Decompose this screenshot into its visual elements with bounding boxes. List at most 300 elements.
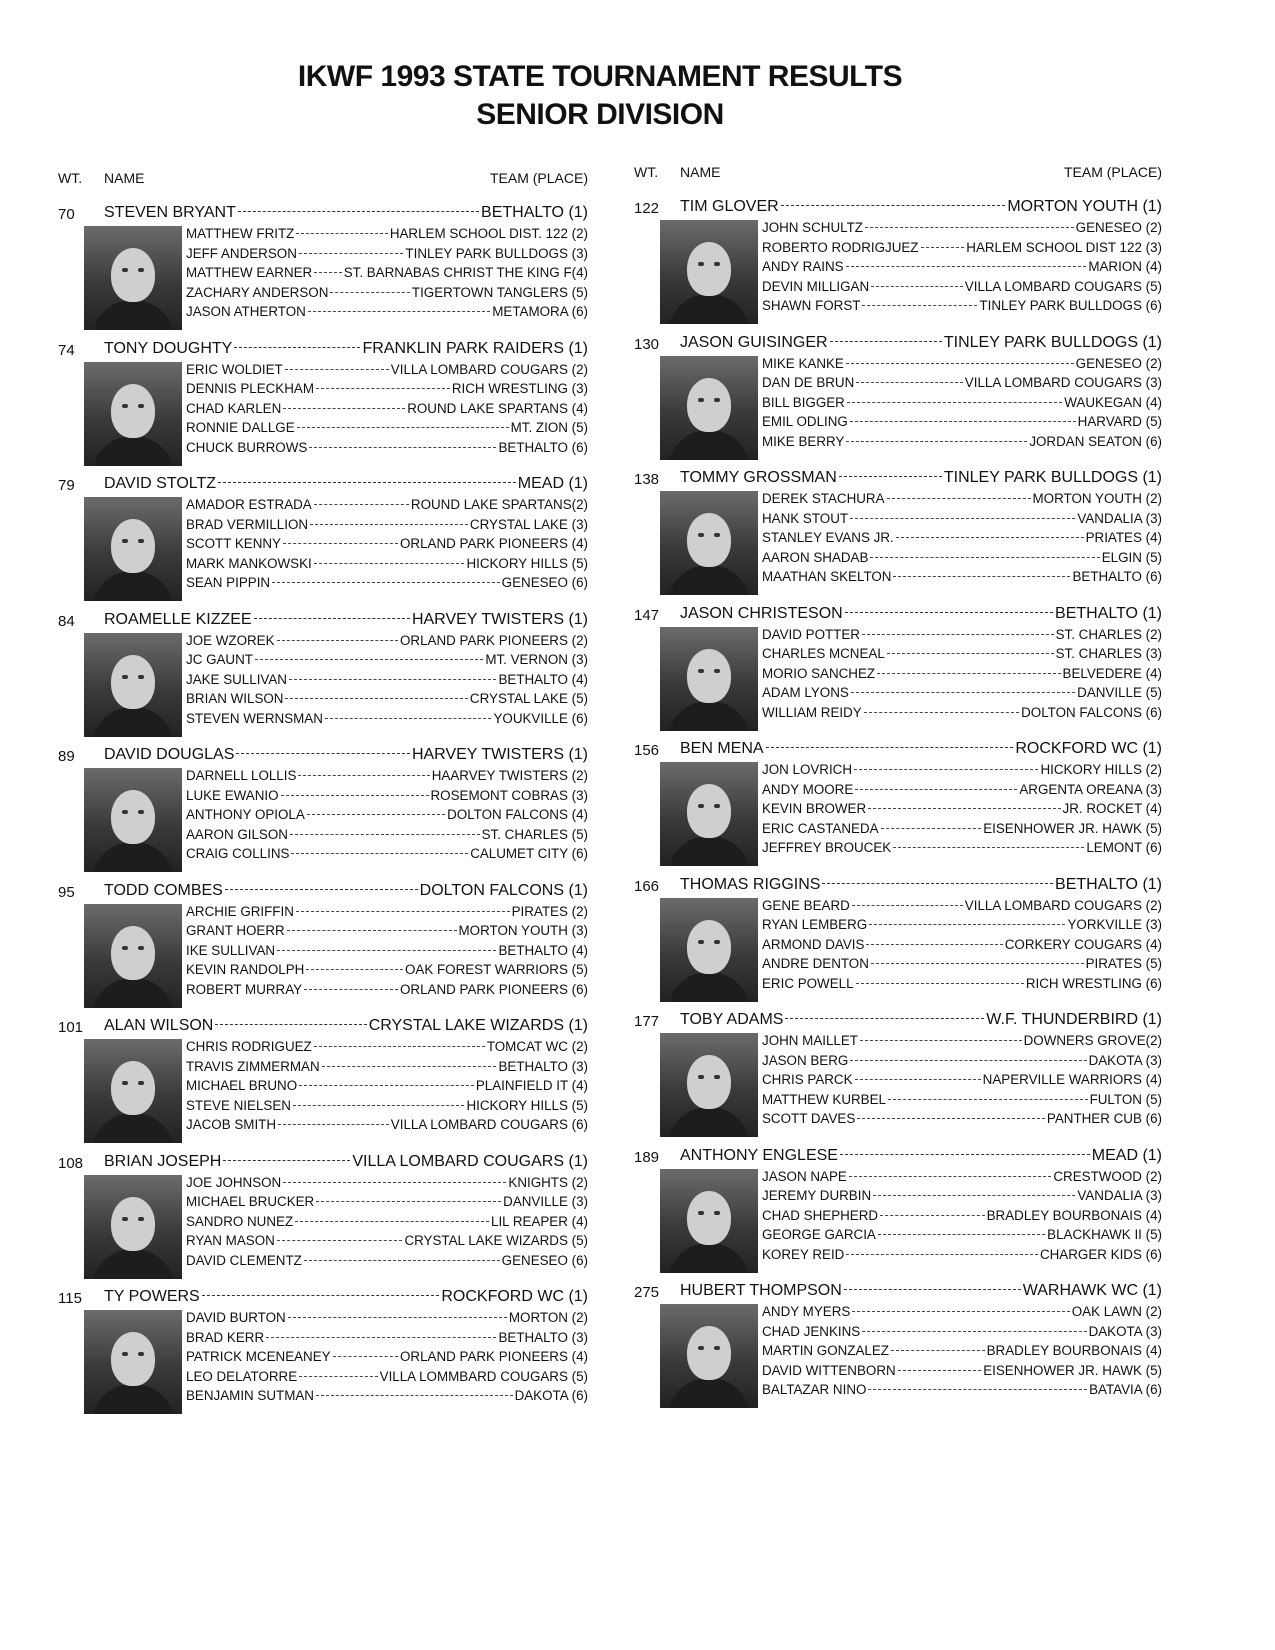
photo-shoulders (92, 1249, 174, 1279)
placer-team: KNIGHTS (2) (508, 1174, 588, 1190)
photo-shoulders (668, 836, 750, 866)
placer-name: ARMOND DAVIS (762, 936, 865, 952)
placer-team: DAKOTA (3) (1088, 1052, 1162, 1068)
champion-row (104, 882, 588, 902)
placer-team: ST. BARNABAS CHRIST THE KING F(4) (343, 265, 588, 280)
placer-name: DENNIS PLECKHAM (186, 381, 314, 396)
leader-dashes (316, 1201, 501, 1202)
right-column (634, 164, 1162, 1418)
champion-team: DOLTON FALCONS (1) (419, 881, 588, 899)
placing-row (186, 362, 588, 382)
placings-list (186, 362, 588, 460)
placing-row (762, 1092, 1162, 1112)
leader-dashes (870, 557, 1099, 558)
leader-dashes (223, 1160, 350, 1161)
placing-row (186, 304, 588, 324)
leader-dashes (862, 305, 977, 306)
placing-row (762, 1382, 1162, 1402)
leader-dashes (781, 205, 1006, 206)
champion-name: TONY DOUGHTY (104, 339, 233, 357)
placing-row (762, 491, 1162, 511)
placer-team: BATAVIA (6) (1089, 1382, 1162, 1397)
placing-row (762, 569, 1162, 589)
photo-face (111, 1197, 155, 1251)
leader-dashes (847, 402, 1062, 403)
champion-team: VILLA LOMBARD COUGARS (1) (352, 1152, 588, 1170)
leader-dashes (299, 253, 404, 254)
placer-name: SCOTT KENNY (186, 536, 281, 551)
leader-dashes (850, 1060, 1086, 1061)
placer-name: MATTHEW KURBEL (762, 1091, 886, 1107)
placer-team: BETHALTO (4) (498, 942, 588, 958)
champion-row (680, 469, 1162, 489)
champion-row (104, 1017, 588, 1037)
leader-dashes (215, 1024, 366, 1025)
placings-list (762, 627, 1162, 725)
placer-team: MT. VERNON (3) (485, 652, 588, 667)
champion-name: DAVID STOLTZ (104, 475, 217, 492)
placer-team: VILLA LOMBARD COUGARS (3) (964, 375, 1162, 390)
placing-row (186, 672, 588, 692)
placer-team: OAK FOREST WARRIORS (5) (404, 962, 588, 977)
placing-row (762, 1033, 1162, 1053)
weight: 95 (58, 883, 75, 901)
champion-team: WARHAWK WC (1) (1022, 1282, 1162, 1299)
placer-team: ROSEMONT COBRAS (3) (430, 787, 588, 803)
placer-name: DAVID POTTER (762, 626, 860, 642)
leader-dashes (310, 524, 468, 525)
leader-dashes (255, 659, 483, 660)
champion-name: THOMAS RIGGINS (680, 875, 821, 893)
champion-team: BETHALTO (1) (1055, 875, 1162, 893)
weight: 156 (634, 742, 660, 759)
placing-row (186, 1388, 588, 1408)
weight: 101 (58, 1019, 84, 1036)
wrestler-photo (84, 362, 182, 466)
weight-class-entry (58, 882, 588, 1018)
leader-dashes (304, 989, 398, 990)
placer-name: CRAIG COLLINS (186, 846, 290, 861)
weight-class-list (58, 204, 588, 1424)
champion-row (680, 1011, 1162, 1031)
placings-list (762, 220, 1162, 318)
placer-team: FULTON (5) (1089, 1091, 1162, 1107)
placer-team: ROUND LAKE SPARTANS (4) (407, 400, 588, 416)
wrestler-photo (660, 762, 758, 866)
photo-shoulders (668, 294, 750, 324)
leader-dashes (304, 1260, 500, 1261)
placer-team: CRYSTAL LAKE (3) (469, 516, 588, 532)
champion-row (104, 746, 588, 766)
placer-name: JASON ATHERTON (186, 304, 306, 319)
placing-row (762, 414, 1162, 434)
title-line-2: SENIOR DIVISION (476, 98, 724, 131)
photo-face (687, 1326, 731, 1380)
placer-name: DAVID WITTENBORN (762, 1362, 896, 1378)
placer-name: WILLIAM REIDY (762, 704, 862, 720)
placings-list (186, 904, 588, 1002)
placing-row (762, 220, 1162, 240)
photo-face (687, 649, 731, 703)
photo-face (111, 1061, 155, 1115)
champion-name: TOBY ADAMS (680, 1011, 784, 1028)
placer-name: TRAVIS ZIMMERMAN (186, 1058, 320, 1074)
champion-team: HARVEY TWISTERS (1) (411, 610, 588, 628)
leader-dashes (277, 950, 496, 951)
wrestler-photo (660, 627, 758, 731)
champion-team: MEAD (1) (517, 475, 588, 492)
placing-row (762, 375, 1162, 395)
placing-row (762, 1208, 1162, 1228)
placer-name: CHAD JENKINS (762, 1323, 861, 1339)
leader-dashes (868, 1389, 1087, 1390)
placing-row (186, 1253, 588, 1273)
placer-name: JACOB SMITH (186, 1117, 277, 1132)
leader-dashes (862, 1331, 1086, 1332)
weight: 70 (58, 206, 75, 223)
leader-dashes (845, 612, 1053, 613)
photo-shoulders (92, 300, 174, 330)
placing-row (186, 1233, 588, 1253)
weight: 89 (58, 748, 75, 765)
photo-face (687, 1055, 731, 1109)
placer-name: HANK STOUT (762, 510, 849, 526)
placer-team: GENESEO (2) (1075, 220, 1162, 235)
placer-team: BETHALTO (6) (1072, 569, 1162, 584)
leader-dashes (295, 1221, 489, 1222)
placer-name: SCOTT DAVES (762, 1111, 856, 1126)
placer-team: DAKOTA (6) (514, 1388, 588, 1403)
placer-team: ST. CHARLES (5) (481, 826, 588, 842)
placing-row (186, 420, 588, 440)
champion-row (104, 1153, 588, 1173)
placer-team: ST. CHARLES (2) (1055, 626, 1162, 642)
placer-team: TIGERTOWN TANGLERS (5) (411, 284, 588, 300)
placing-row (186, 1117, 588, 1137)
leader-dashes (850, 421, 1076, 422)
placing-row (186, 633, 588, 653)
placer-team: HARVARD (5) (1077, 414, 1162, 429)
leader-dashes (293, 1105, 465, 1106)
placing-row (186, 904, 588, 924)
weight: 130 (634, 335, 660, 353)
placing-row (762, 1343, 1162, 1363)
leader-dashes (893, 576, 1070, 577)
placing-row (762, 259, 1162, 279)
champion-row (680, 876, 1162, 896)
placer-team: YORKVILLE (3) (1067, 917, 1162, 932)
placing-row (762, 937, 1162, 957)
placer-team: JR. ROCKET (4) (1062, 801, 1162, 816)
placer-team: RICH WRESTLING (6) (1025, 975, 1162, 991)
champion-row (680, 1147, 1162, 1167)
placer-team: BRADLEY BOURBONAIS (4) (986, 1207, 1162, 1223)
placer-name: ROBERT MURRAY (186, 981, 303, 997)
champion-name: ANTHONY ENGLESE (680, 1146, 838, 1164)
placer-team: BRADLEY BOURBONAIS (4) (986, 1343, 1162, 1358)
placer-name: CHAD KARLEN (186, 400, 282, 416)
header-name: NAME (104, 170, 145, 186)
placing-row (186, 1310, 588, 1330)
placer-name: ANDRE DENTON (762, 956, 869, 971)
placing-row (762, 627, 1162, 647)
placings-list (762, 762, 1162, 860)
placer-name: CHRIS RODRIGUEZ (186, 1039, 312, 1054)
placing-row (186, 575, 588, 595)
placer-team: PIRATES (2) (511, 903, 588, 919)
leader-dashes (887, 653, 1054, 654)
leader-dashes (855, 789, 1017, 790)
leader-dashes (290, 834, 480, 835)
placing-row (186, 265, 588, 285)
placer-name: KEVIN RANDOLPH (186, 962, 305, 977)
header-weight: WT. (58, 170, 83, 186)
weight-class-entry (634, 198, 1162, 334)
placer-name: GRANT HOERR (186, 923, 285, 938)
placer-name: BRAD VERMILLION (186, 516, 309, 532)
placer-team: GENESEO (6) (501, 575, 588, 590)
weight: 115 (58, 1290, 82, 1307)
photo-face (111, 926, 155, 980)
placer-name: MICHAEL BRUCKER (186, 1194, 315, 1209)
placing-row (762, 1227, 1162, 1247)
placer-name: DEVIN MILLIGAN (762, 278, 870, 294)
placing-row (762, 840, 1162, 860)
placing-row (186, 536, 588, 556)
leader-dashes (840, 1154, 1090, 1155)
placer-name: PATRICK MCENEANEY (186, 1349, 331, 1364)
placer-team: VILLA LOMBARD COUGARS (2) (390, 361, 588, 377)
placing-row (762, 298, 1162, 318)
weight-class-entry (58, 204, 588, 340)
placer-name: ANDY RAINS (762, 259, 844, 274)
champion-name: JASON CHRISTESON (680, 604, 843, 622)
placer-name: BRIAN WILSON (186, 691, 284, 706)
placing-row (186, 788, 588, 808)
placer-team: TINLEY PARK BULLDOGS (6) (979, 298, 1162, 313)
placer-name: BALTAZAR NINO (762, 1382, 867, 1397)
leader-dashes (877, 673, 1060, 674)
placing-row (186, 1059, 588, 1079)
placing-row (762, 762, 1162, 782)
placer-team: MARION (4) (1088, 259, 1162, 274)
weight: 138 (634, 471, 660, 488)
weight-class-entry (634, 876, 1162, 1012)
leader-dashes (314, 563, 465, 564)
leader-dashes (888, 1099, 1088, 1100)
weight-class-entry (634, 1282, 1162, 1418)
placer-name: CHRIS PARCK (762, 1072, 853, 1087)
champion-team: W.F. THUNDERBIRD (1) (986, 1011, 1162, 1028)
wrestler-photo (660, 1304, 758, 1408)
weight: 84 (58, 612, 75, 630)
leader-dashes (891, 1350, 985, 1351)
photo-face (111, 248, 155, 302)
placer-name: AARON GILSON (186, 826, 288, 842)
placer-name: MAATHAN SKELTON (762, 569, 892, 584)
placer-name: JASON BERG (762, 1052, 849, 1068)
weight-class-list (634, 198, 1162, 1418)
champion-name: DAVID DOUGLAS (104, 746, 235, 763)
placer-name: MARK MANKOWSKI (186, 555, 312, 571)
placing-row (186, 1369, 588, 1389)
placing-row (762, 1363, 1162, 1383)
champion-name: HUBERT THOMPSON (680, 1282, 842, 1299)
placer-name: LUKE EWANIO (186, 787, 279, 803)
placer-team: DOLTON FALCONS (4) (447, 807, 588, 822)
placer-name: BENJAMIN SUTMAN (186, 1388, 314, 1403)
placer-name: KOREY REID (762, 1246, 845, 1262)
leader-dashes (316, 388, 450, 389)
leader-dashes (854, 769, 1038, 770)
placer-name: MIKE KANKE (762, 355, 844, 371)
photo-shoulders (668, 565, 750, 595)
placer-team: VILLA LOMBARD COUGARS (5) (964, 278, 1162, 294)
placer-name: STEVE NIELSEN (186, 1097, 291, 1113)
placer-name: JOHN MAILLET (762, 1033, 858, 1048)
photo-face (687, 378, 731, 432)
weight-class-entry (58, 746, 588, 882)
weight: 122 (634, 200, 660, 217)
placer-team: LEMONT (6) (1086, 840, 1162, 855)
placings-list (762, 1304, 1162, 1402)
placer-name: MARTIN GONZALEZ (762, 1343, 889, 1358)
leader-dashes (785, 1018, 984, 1019)
weight-class-entry (58, 340, 588, 476)
placer-name: GEORGE GARCIA (762, 1227, 876, 1242)
photo-face (687, 920, 731, 974)
leader-dashes (871, 286, 963, 287)
placer-name: ERIC WOLDIET (186, 361, 283, 377)
wrestler-photo (84, 768, 182, 872)
leader-dashes (846, 266, 1087, 267)
placing-row (762, 240, 1162, 260)
champion-team: FRANKLIN PARK RAIDERS (1) (362, 339, 588, 357)
champion-row (104, 475, 588, 495)
champion-row (680, 605, 1162, 625)
champion-team: BETHALTO (1) (1055, 604, 1162, 622)
placer-team: CRESTWOOD (2) (1053, 1168, 1162, 1184)
leader-dashes (316, 1395, 513, 1396)
placer-team: CHARGER KIDS (6) (1039, 1246, 1162, 1262)
weight: 74 (58, 341, 75, 359)
placer-team: HAARVEY TWISTERS (2) (431, 768, 588, 783)
placings-list (186, 1175, 588, 1273)
leader-dashes (288, 1317, 507, 1318)
placing-row (762, 1324, 1162, 1344)
placing-row (762, 279, 1162, 299)
placer-team: CORKERY COUGARS (4) (1004, 936, 1162, 952)
placer-name: SANDRO NUNEZ (186, 1213, 294, 1229)
placing-row (186, 1330, 588, 1350)
placer-team: CRYSTAL LAKE (5) (469, 691, 588, 706)
placer-name: JEREMY DURBIN (762, 1188, 872, 1203)
placer-team: ORLAND PARK PIONEERS (6) (399, 981, 588, 997)
placing-row (186, 1078, 588, 1098)
header-team-place: TEAM (PLACE) (1063, 164, 1162, 180)
leader-dashes (856, 983, 1024, 984)
column-header (58, 170, 588, 190)
leader-dashes (850, 518, 1075, 519)
placing-row (186, 285, 588, 305)
leader-dashes (849, 1176, 1052, 1177)
placer-team: MORTON YOUTH (3) (458, 923, 588, 938)
placer-team: ORLAND PARK PIONEERS (4) (399, 1349, 588, 1364)
leader-dashes (766, 747, 1014, 748)
leader-dashes (266, 1337, 496, 1338)
placer-team: PLAINFIELD IT (4) (475, 1078, 588, 1093)
weight-class-entry (634, 334, 1162, 470)
placer-team: MT. ZION (5) (510, 420, 588, 435)
placer-team: PIRATES (5) (1085, 956, 1162, 971)
leader-dashes (297, 427, 509, 428)
header-team-place: TEAM (PLACE) (489, 170, 588, 186)
weight: 79 (58, 477, 75, 494)
placing-row (186, 1349, 588, 1369)
placing-row (762, 395, 1162, 415)
placing-row (762, 550, 1162, 570)
placing-row (762, 356, 1162, 376)
title-line-1: IKWF 1993 STATE TOURNAMENT RESULTS (297, 60, 903, 93)
placer-team: CRYSTAL LAKE WIZARDS (5) (404, 1233, 588, 1248)
placer-team: DAKOTA (3) (1088, 1323, 1162, 1339)
leader-dashes (866, 944, 1002, 945)
placer-name: JOE JOHNSON (186, 1174, 282, 1190)
placer-name: LEO DELATORRE (186, 1368, 298, 1384)
champion-team: ROCKFORD WC (1) (1015, 740, 1162, 757)
placer-name: CHARLES MCNEAL (762, 646, 885, 661)
champion-name: TOMMY GROSSMAN (680, 469, 837, 486)
placer-name: DAVID CLEMENTZ (186, 1252, 302, 1268)
placing-row (762, 530, 1162, 550)
leader-dashes (862, 634, 1054, 635)
champion-team: CRYSTAL LAKE WIZARDS (1) (368, 1017, 588, 1034)
placer-name: GENE BEARD (762, 897, 850, 913)
placer-team: BETHALTO (3) (498, 1329, 588, 1345)
leader-dashes (283, 543, 398, 544)
placer-name: SEAN PIPPIN (186, 575, 271, 590)
champion-name: BEN MENA (680, 740, 764, 757)
leader-dashes (822, 883, 1053, 884)
champion-row (104, 340, 588, 360)
placer-name: AMADOR ESTRADA (186, 497, 312, 512)
placer-name: SHAWN FORST (762, 298, 861, 313)
placer-name: ADAM LYONS (762, 685, 849, 700)
weight: 177 (634, 1013, 660, 1030)
placer-name: JEFFREY BROUCEK (762, 840, 892, 855)
placer-name: ERIC CASTANEDA (762, 820, 879, 836)
placer-team: BELVEDERE (4) (1062, 665, 1162, 681)
placer-team: GENESEO (2) (1075, 355, 1162, 371)
weight: 275 (634, 1284, 660, 1301)
placer-name: ARCHIE GRIFFIN (186, 903, 294, 919)
header-name: NAME (680, 164, 721, 180)
placer-name: RYAN LEMBERG (762, 917, 868, 932)
placer-name: CHAD SHEPHERD (762, 1207, 879, 1223)
placer-name: JEFF ANDERSON (186, 245, 297, 261)
placing-row (186, 440, 588, 460)
placing-row (186, 652, 588, 672)
placer-name: AARON SHADAB (762, 549, 869, 565)
leader-dashes (898, 1370, 982, 1371)
placing-row (186, 556, 588, 576)
placer-team: VILLA LOMBARD COUGARS (2) (964, 897, 1162, 913)
photo-shoulders (92, 842, 174, 872)
placing-row (186, 381, 588, 401)
placing-row (186, 226, 588, 246)
placer-name: STEVEN WERNSMAN (186, 710, 323, 726)
leader-dashes (296, 911, 510, 912)
